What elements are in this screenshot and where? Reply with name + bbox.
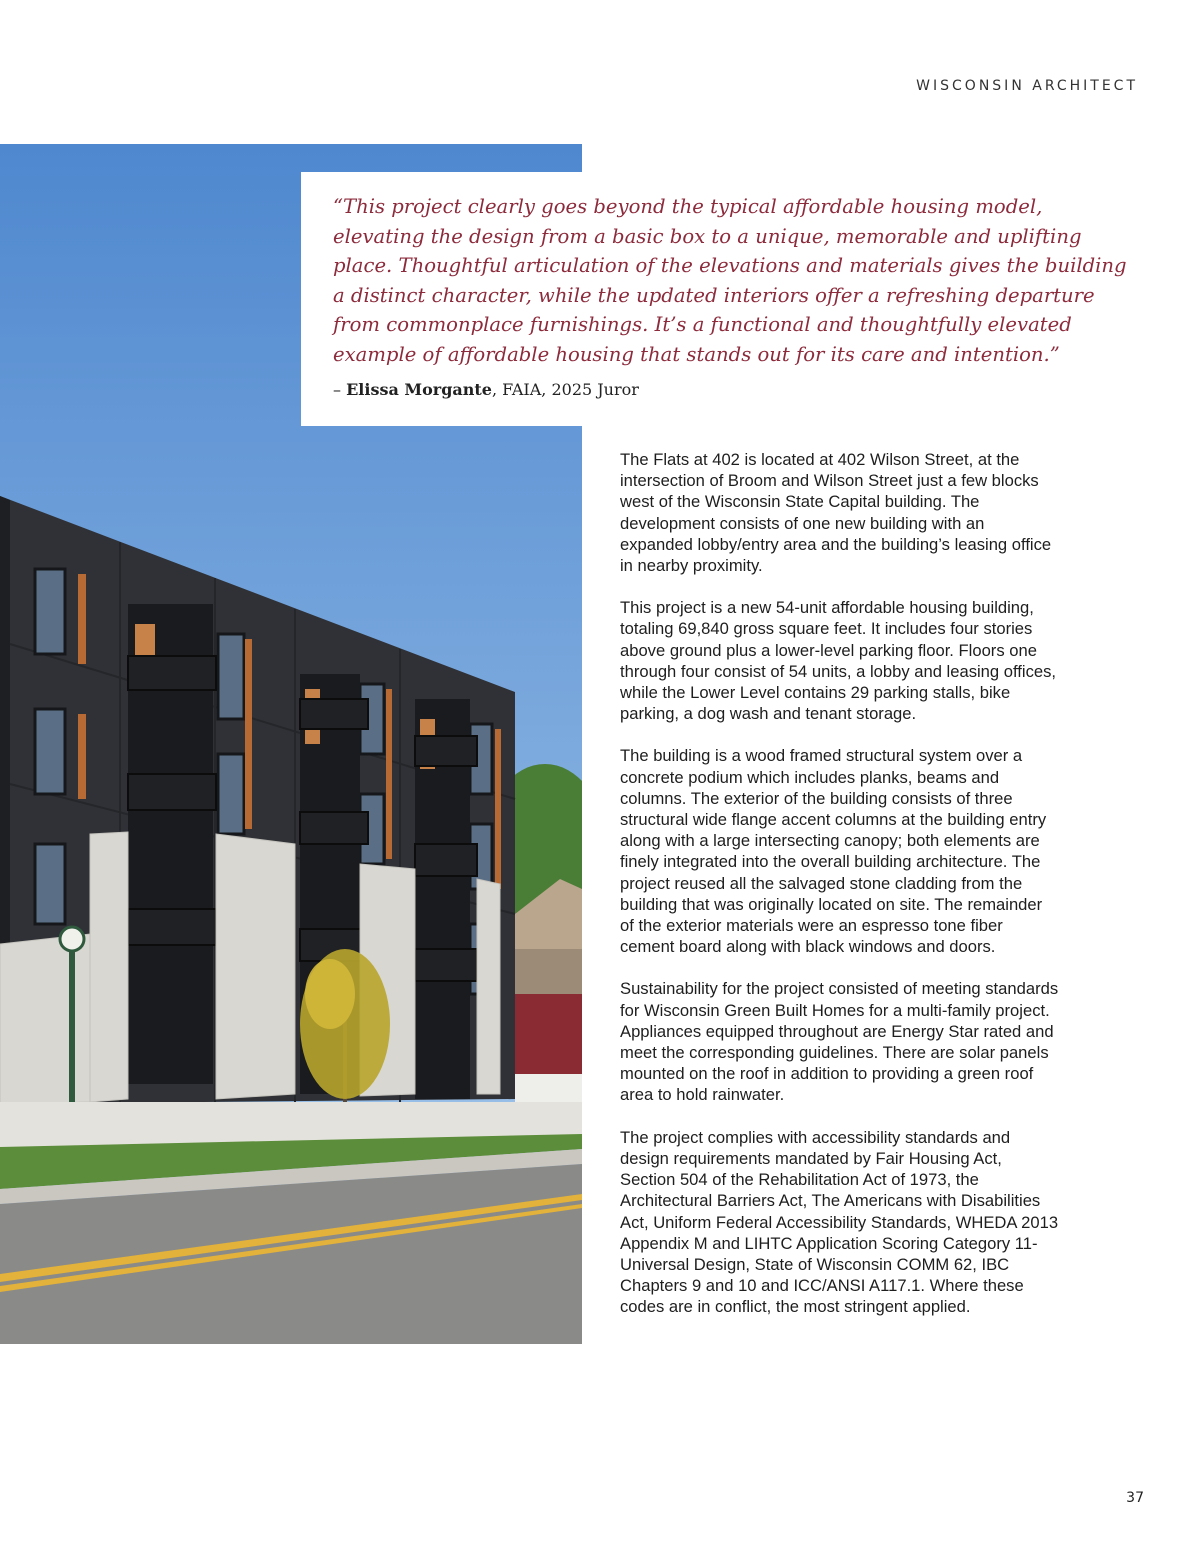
- body-paragraph: Sustainability for the project consisted of meeting standards for Wisconsin Green Built Homes for a multi-family project. Appliances equipped throughout are Energy Star rated and meet the corresponding guidelines. There are solar panels mounted on the roof in addition to providing a green roof area to hold rainwater.: [620, 979, 1059, 1105]
- quote-text: “This project clearly goes beyond the typical affordable housing model, elevating the design from a basic box to a unique, memorable and uplifting place. Thoughtful articulation of the elevations and materials gives the building a distinct character, while the updated interiors offer a refreshing departure from commonplace furnishings. It’s a functional and thoughtfully elevated example of affordable housing that stands out for its care and intention.”: [333, 195, 1127, 366]
- quote-attribution: [333, 380, 639, 399]
- body-paragraph: The building is a wood framed structural system over a concrete podium which includes planks, beams and columns. The exterior of the building consists of three structural wide flange accent columns at the building entry along with a large intersecting canopy; both elements are finely integrated into the overall building architecture. The project reused all the salvaged stone cladding from the building that was originally located on site. The remainder of the exterior materials were an espresso tone fiber cement board along with black windows and doors.: [620, 746, 1047, 957]
- body-paragraph: The Flats at 402 is located at 402 Wilson Street, at the intersection of Broom and Wilson Street just a few blocks west of the Wisconsin State Capital building. The development consists of one new building with an expanded lobby/entry area and the building’s leasing office in nearby proximity.: [620, 450, 1052, 576]
- page-number: 37: [1126, 1490, 1144, 1506]
- juror-credentials: , FAIA, 2025 Juror: [491, 380, 639, 399]
- body-paragraph: This project is a new 54-unit affordable housing building, totaling 69,840 gross square feet. It includes four stories above ground plus a lower-level parking floor. Floors one through four consist of 54 units, a lobby and leasing offices, while the Lower Level contains 29 parking stalls, bike parking, a dog wash and tenant storage.: [620, 598, 1057, 724]
- article-body: [620, 449, 1060, 1339]
- attribution-dash: –: [333, 380, 347, 399]
- pull-quote: [301, 172, 1141, 426]
- juror-name: Elissa Morgante: [346, 380, 492, 399]
- body-paragraph: The project complies with accessibility standards and design requirements mandated by Fair Housing Act, Section 504 of the Rehabilitation Act of 1973, the Architectural Barriers Act, The Americans with Disabilities Act, Uniform Federal Accessibility Standards, WHEDA 2013 Appendix M and LIHTC Application Scoring Category 11-Universal Design, State of Wisconsin COMM 62, IBC Chapters 9 and 10 and ICC/ANSI A117.1. Where these codes are in conflict, the most stringent applied.: [620, 1127, 1059, 1317]
- publication-header: WISCONSIN ARCHITECT: [916, 78, 1138, 94]
